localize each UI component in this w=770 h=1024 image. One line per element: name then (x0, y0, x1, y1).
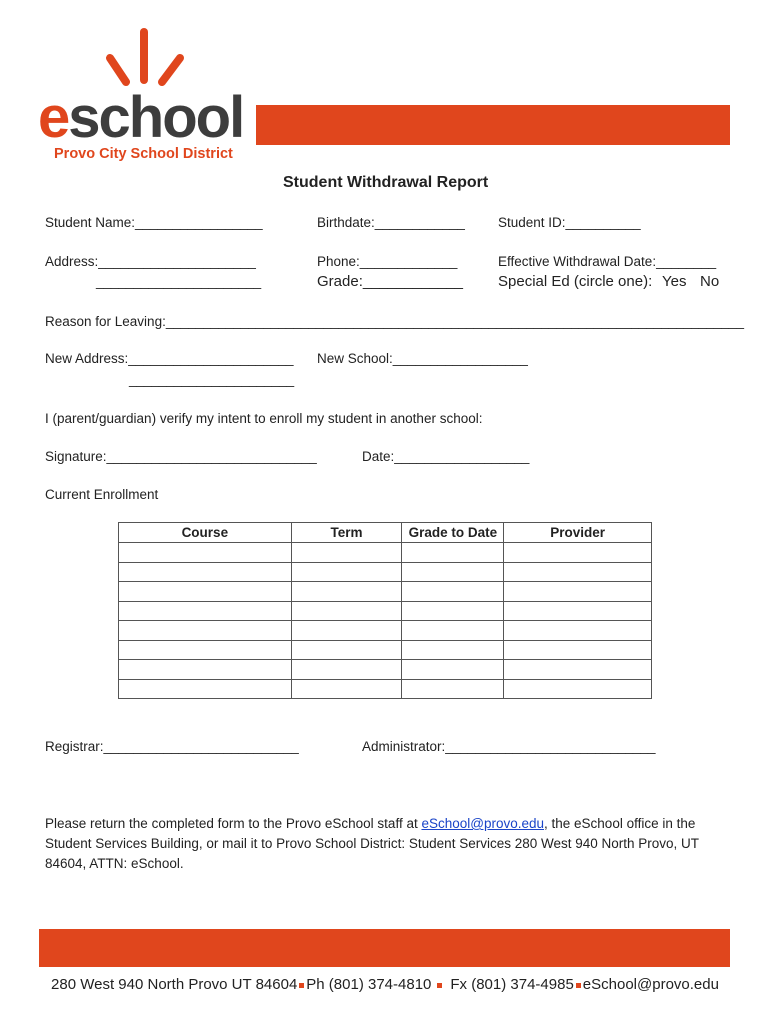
table-cell[interactable] (402, 582, 504, 602)
table-cell[interactable] (119, 543, 292, 563)
table-cell[interactable] (291, 601, 402, 621)
table-cell[interactable] (291, 621, 402, 641)
new-school-field[interactable]: New School:__________________ (317, 351, 528, 366)
separator-icon (299, 983, 304, 988)
table-cell[interactable] (402, 660, 504, 680)
table-cell[interactable] (291, 660, 402, 680)
instructions-text-end: , the eSchool office in the Student Services Building, or mail it to Provo School District: Student Services 280 West 940 North Provo, UT 84604, ATTN: eSchool. (45, 816, 699, 871)
enrollment-table (118, 522, 652, 699)
email-link[interactable]: eSchool@provo.edu (421, 816, 545, 831)
separator-icon (576, 983, 581, 988)
column-header-course: Course (119, 523, 292, 543)
return-instructions (45, 814, 735, 874)
student-id-field[interactable]: Student ID:__________ (498, 215, 641, 230)
table-cell[interactable] (504, 621, 652, 641)
table-cell[interactable] (291, 543, 402, 563)
effective-withdrawal-date-field[interactable]: Effective Withdrawal Date:________ (498, 254, 717, 269)
table-row (119, 640, 652, 660)
registrar-field[interactable]: Registrar:__________________________ (45, 739, 299, 754)
table-row (119, 621, 652, 641)
footer-bar (39, 929, 730, 967)
logo-rays-icon (100, 28, 190, 90)
table-cell[interactable] (119, 640, 292, 660)
table-cell[interactable] (504, 679, 652, 699)
footer-phone: Ph (801) 374-4810 (306, 976, 432, 993)
column-header-grade-to-date: Grade to Date (402, 523, 504, 543)
table-cell[interactable] (291, 582, 402, 602)
instructions-text: Please return the completed form to the Provo eSchool staff at (45, 816, 422, 831)
table-cell[interactable] (119, 679, 292, 699)
table-cell[interactable] (402, 562, 504, 582)
table-cell[interactable] (402, 679, 504, 699)
table-cell[interactable] (119, 621, 292, 641)
special-ed-yes-option[interactable]: Yes (662, 273, 687, 290)
table-cell[interactable] (402, 601, 504, 621)
table-cell[interactable] (402, 621, 504, 641)
table-cell[interactable] (504, 660, 652, 680)
current-enrollment-heading: Current Enrollment (45, 487, 159, 502)
table-cell[interactable] (504, 543, 652, 563)
special-ed-label: Special Ed (circle one): (498, 273, 653, 290)
new-address-field[interactable]: New Address:______________________ (45, 351, 294, 366)
signature-field[interactable]: Signature:____________________________ (45, 449, 317, 464)
column-header-provider: Provider (504, 523, 652, 543)
table-cell[interactable] (402, 543, 504, 563)
new-address-line2-field[interactable]: ______________________ (129, 372, 295, 387)
footer-contact (0, 976, 770, 993)
table-cell[interactable] (119, 601, 292, 621)
table-cell[interactable] (291, 562, 402, 582)
table-row (119, 582, 652, 602)
special-ed-no-option[interactable]: No (700, 273, 720, 290)
page-title: Student Withdrawal Report (283, 174, 489, 191)
table-header-row (119, 523, 652, 543)
address-line2-field[interactable]: ______________________ (96, 274, 262, 289)
reason-for-leaving-field[interactable]: Reason for Leaving:_____________________________________________________________________________ (45, 314, 744, 329)
table-row (119, 660, 652, 680)
footer-fax: Fx (801) 374-4985 (450, 976, 574, 993)
table-row (119, 543, 652, 563)
table-cell[interactable] (119, 582, 292, 602)
table-cell[interactable] (504, 640, 652, 660)
separator-icon (437, 983, 442, 988)
table-cell[interactable] (504, 582, 652, 602)
column-header-term: Term (291, 523, 402, 543)
date-field[interactable]: Date:__________________ (362, 449, 530, 464)
footer-email[interactable]: eSchool@provo.edu (582, 976, 719, 993)
logo-wordmark: eschool (38, 85, 244, 150)
table-row (119, 679, 652, 699)
phone-field[interactable]: Phone:_____________ (317, 254, 458, 269)
birthdate-field[interactable]: Birthdate:____________ (317, 215, 465, 230)
verify-statement: I (parent/guardian) verify my intent to enroll my student in another school: (45, 411, 483, 426)
administrator-field[interactable]: Administrator:____________________________ (362, 739, 656, 754)
logo-subtitle: Provo City School District (54, 146, 233, 162)
header-bar (256, 105, 730, 145)
table-cell[interactable] (504, 562, 652, 582)
student-name-field[interactable]: Student Name:_________________ (45, 215, 263, 230)
table-cell[interactable] (119, 562, 292, 582)
table-row (119, 562, 652, 582)
table-cell[interactable] (119, 660, 292, 680)
table-cell[interactable] (291, 679, 402, 699)
table-row (119, 601, 652, 621)
footer-address: 280 West 940 North Provo UT 84604 (51, 976, 298, 993)
table-cell[interactable] (504, 601, 652, 621)
table-cell[interactable] (291, 640, 402, 660)
grade-field[interactable]: Grade:____________ (317, 273, 463, 290)
address-field[interactable]: Address:_____________________ (45, 254, 256, 269)
table-cell[interactable] (402, 640, 504, 660)
